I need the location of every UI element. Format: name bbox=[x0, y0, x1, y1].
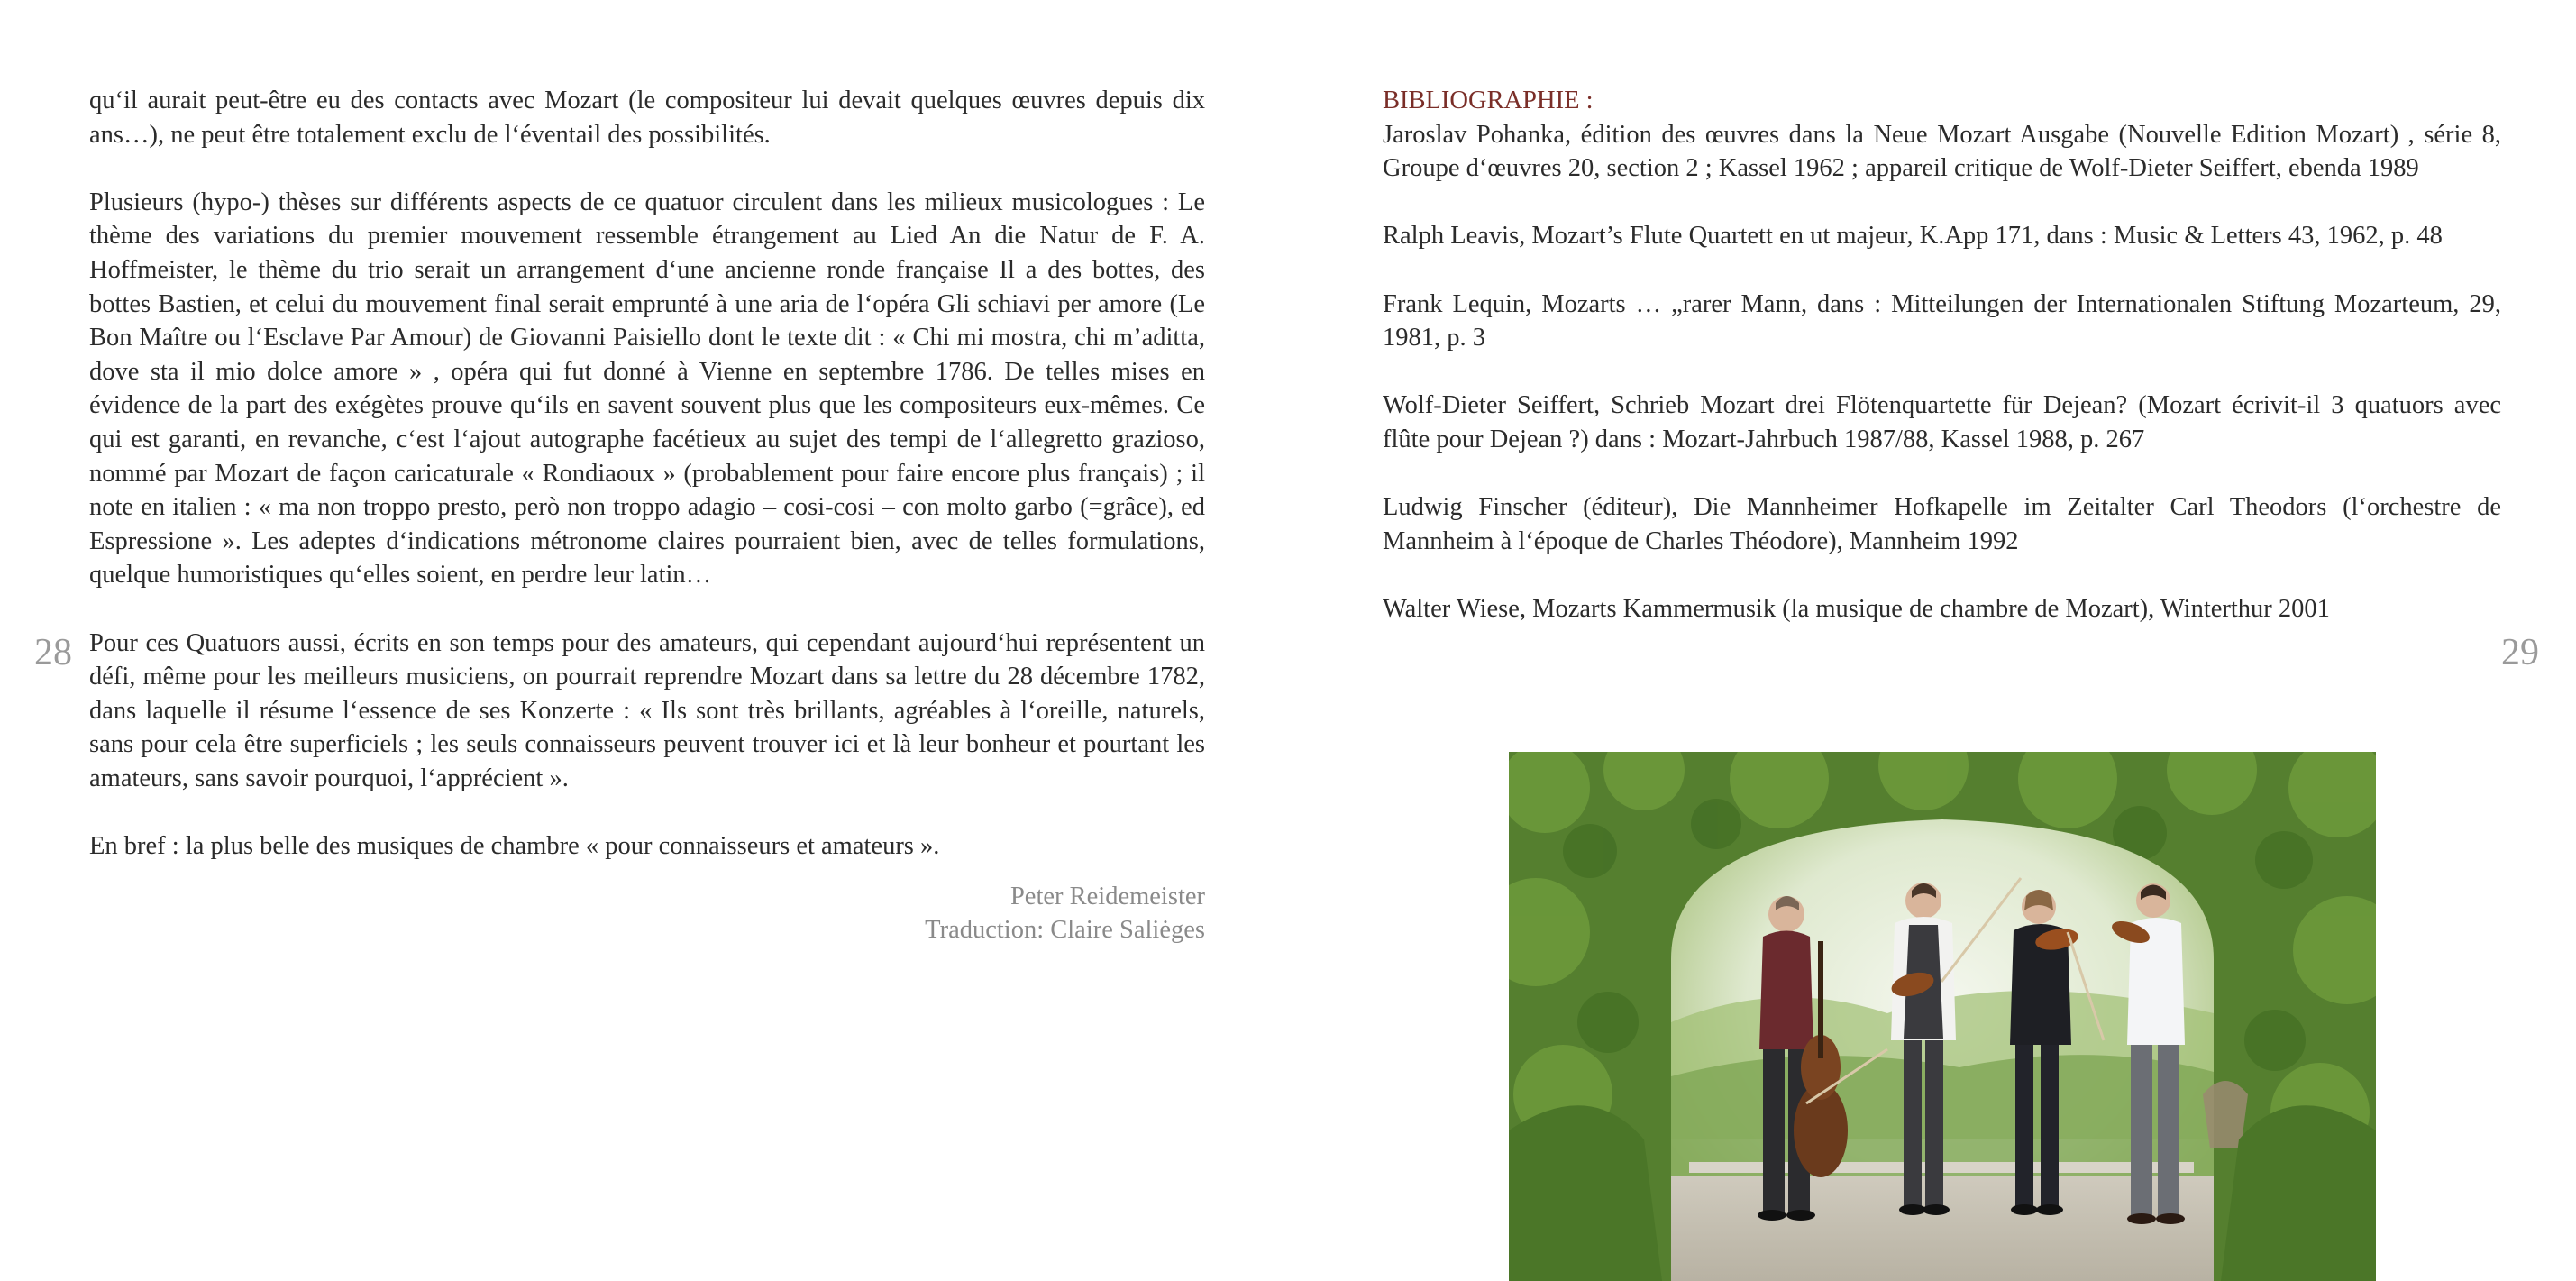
page-number-right: 29 bbox=[2501, 632, 2539, 673]
page-number-left: 28 bbox=[34, 632, 72, 673]
translator-credit: Traduction: Claire Saliėges bbox=[925, 916, 1205, 945]
bibliography-entry: Wolf-Dieter Seiffert, Schrieb Mozart drei Flötenquartette für Dejean? (Mozart écrivit-il 3 quatuors avec flûte pour Dejean ?) dans : Mozart-Jahrbuch 1987/88, Kassel 1988, p. 267 bbox=[1383, 391, 2501, 453]
essay-paragraph: Plusieurs (hypo-) thèses sur différents aspects de ce quatuor circulent dans les milieux musicologues : Le thème des variations du premier mouvement ressemble étrangement au Lied An die Natur de F. A. Hoffmeister, le thème du trio serait un arrangement d‘une ancienne ronde française Il a des bottes, des bottes Bastien, et celui du mouvement final serait emprunté à une aria de l‘opéra Gli schiavi per amore (Le Bon Maître ou l‘Esclave Par Amour) de Giovanni Paisiello dont le texte dit : « Chi mi mostra, chi m’aditta, dove sta il mio dolce amore » , opéra qui fut donné à Vienne en septembre 1786. De telles mises en évidence de la part des exégètes prouve qu‘ils en savent souvent plus que les compositeurs eux-mêmes. Ce qui est garanti, en revanche, c‘est l‘ajout autographe facétieux au sujet des tempi de l‘allegretto grazioso, nommé par Mozart de façon caricaturale « Rondiaoux » (probablement pour faire encore plus français) ; il note en italien : « ma non troppo presto, però non troppo adagio – cosi-cosi – con molto garbo (=grâce), ed Espressione ». Les adeptes d‘indications métronome claires pourraient bien, avec de telles formulations, quelque humoristiques qu‘elles soient, en perdre leur latin… bbox=[89, 188, 1205, 590]
bibliography-entry: Jaroslav Pohanka, édition des œuvres dans la Neue Mozart Ausgabe (Nouvelle Edition Mozart) , série 8, Groupe d‘œuvres 20, section 2 ; Kassel 1962 ; appareil critique de Wolf-Dieter Seiffert, ebenda 1989 bbox=[1383, 120, 2501, 183]
author-name: Peter Reidemeister bbox=[1009, 882, 1205, 910]
bibliography-entry: Walter Wiese, Mozarts Kammermusik (la musique de chambre de Mozart), Winterthur 2001 bbox=[1383, 594, 2330, 623]
bibliography-heading: BIBLIOGRAPHIE : bbox=[1383, 87, 1594, 114]
quartet-photo bbox=[1509, 752, 2376, 1281]
bibliography-column bbox=[1383, 84, 2501, 660]
essay-paragraph: qu‘il aurait peut-être eu des contacts avec Mozart (le compositeur lui devait quelques œuvres depuis dix ans…), ne peut être totalement exclu de l‘éventail des possibilités. bbox=[89, 87, 1205, 149]
bibliography-entry: Ludwig Finscher (éditeur), Die Mannheimer Hofkapelle im Zeitalter Carl Theodors (l‘orchestre de Mannheim à l‘époque de Charles Théodore), Mannheim 1992 bbox=[1383, 493, 2501, 555]
essay-paragraph: En bref : la plus belle des musiques de chambre « pour connaisseurs et amateurs ». bbox=[89, 832, 940, 861]
signature-block bbox=[89, 880, 1205, 947]
bibliography-entry: Ralph Leavis, Mozart’s Flute Quartett en ut majeur, K.App 171, dans : Music & Letters 43, 1962, p. 48 bbox=[1383, 222, 2443, 251]
essay-column bbox=[89, 84, 1205, 947]
bibliography-entry: Frank Lequin, Mozarts … „rarer Mann, dans : Mitteilungen der Internationalen Stiftung Mozarteum, 29, 1981, p. 3 bbox=[1383, 289, 2501, 352]
essay-paragraph: Pour ces Quatuors aussi, écrits en son temps pour des amateurs, qui cependant aujourd‘hui représentent un défi, même pour les meilleurs musiciens, on pourrait reprendre Mozart dans sa lettre du 28 décembre 1782, dans laquelle il résume l‘essence de ses Konzerte : « Ils sont très brillants, agréables à l‘oreille, naturels, sans pour cela être superficiels ; les seuls connaisseurs peuvent trouver ici et là leur bonheur et pourtant les amateurs, sans savoir pourquoi, l‘apprécient ». bbox=[89, 628, 1205, 792]
quartet-photo-illustration bbox=[1509, 752, 2376, 1281]
